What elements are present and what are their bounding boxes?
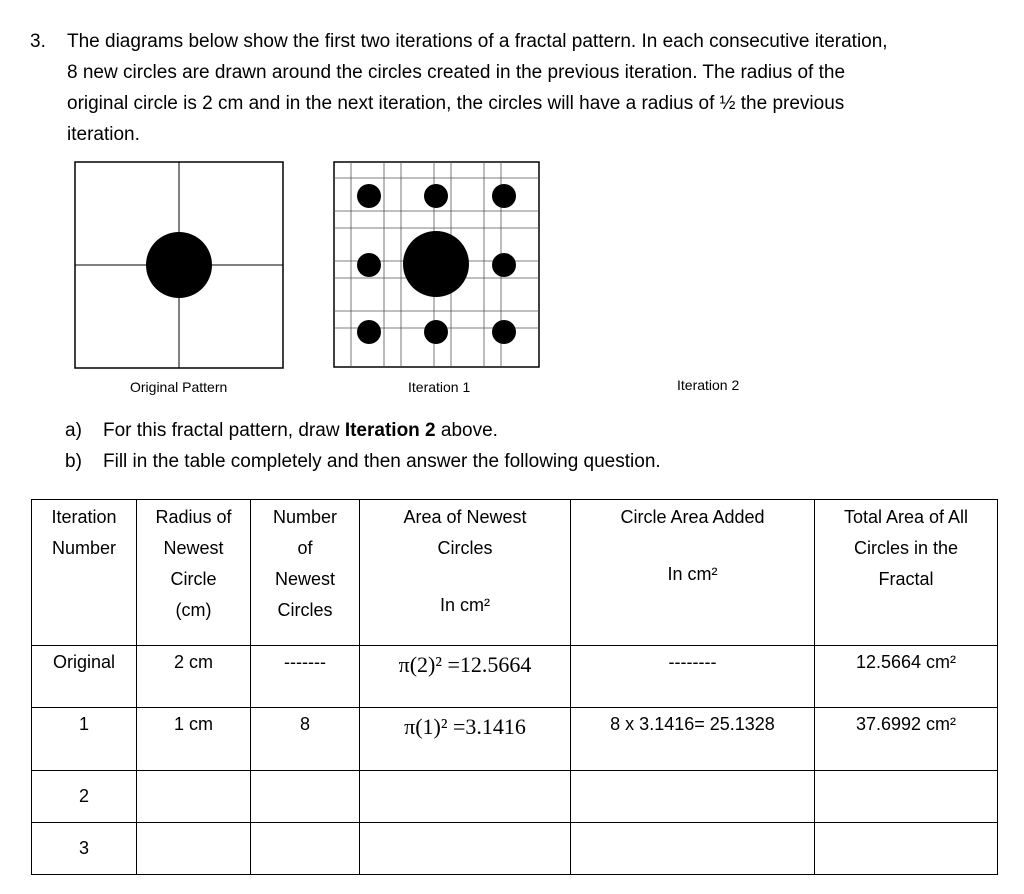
cell-total[interactable] — [815, 771, 998, 823]
header-radius: Radius of Newest Circle (cm) — [137, 500, 251, 646]
table-row — [32, 646, 998, 708]
cell-number[interactable] — [251, 771, 360, 823]
cell-number: ------- — [284, 652, 326, 672]
header-area-newest: Area of Newest Circles In cm² — [360, 500, 571, 646]
iteration-1-figure — [333, 161, 543, 373]
cell-iteration: 2 — [78, 786, 89, 806]
cell-total: 12.5664 cm² — [855, 652, 957, 672]
cell-iteration: 3 — [78, 838, 89, 858]
cell-radius: 2 cm — [173, 652, 213, 672]
cell-number[interactable] — [251, 823, 360, 875]
iteration-1-caption: Iteration 1 — [408, 379, 471, 395]
cell-total[interactable] — [815, 823, 998, 875]
fractal-table — [31, 499, 998, 875]
question-line-1: The diagrams below show the first two iterations of a fractal pattern. In each consecutive iteration, — [67, 31, 888, 52]
cell-number: 8 — [299, 714, 310, 734]
original-pattern-figure — [74, 161, 286, 373]
header-total-area: Total Area of All Circles in the Fractal — [815, 500, 998, 646]
table-row — [32, 708, 998, 771]
cell-added[interactable] — [571, 771, 815, 823]
cell-area: π(1)² =3.1416 — [404, 714, 526, 739]
cell-iteration: 1 — [78, 714, 89, 734]
original-pattern-caption: Original Pattern — [130, 379, 228, 395]
table-header-row — [32, 500, 998, 646]
question-line-4: iteration. — [67, 124, 140, 145]
table-row — [32, 771, 998, 823]
subquestion-a: a) For this fractal pattern, draw Iteration 2 above. — [65, 420, 498, 441]
cell-radius[interactable] — [137, 771, 251, 823]
cell-area[interactable] — [360, 771, 571, 823]
header-number: Number of Newest Circles — [251, 500, 360, 646]
cell-added: 8 x 3.1416= 25.1328 — [610, 714, 775, 734]
question-number: 3. — [30, 31, 46, 52]
cell-radius: 1 cm — [173, 714, 213, 734]
cell-iteration: Original — [52, 652, 116, 672]
subquestion-b: b) Fill in the table completely and then answer the following question. — [65, 451, 661, 472]
header-iteration-number: Iteration Number — [32, 500, 137, 646]
question-line-3: original circle is 2 cm and in the next iteration, the circles will have a radius of ½ the previous — [67, 93, 845, 114]
cell-radius[interactable] — [137, 823, 251, 875]
header-area-added: Circle Area Added In cm² — [571, 500, 815, 646]
cell-added: -------- — [668, 652, 717, 672]
iteration-2-caption: Iteration 2 — [677, 377, 740, 393]
cell-area[interactable] — [360, 823, 571, 875]
cell-area: π(2)² =12.5664 — [398, 652, 532, 677]
question-line-2: 8 new circles are drawn around the circles created in the previous iteration. The radius of the — [67, 62, 846, 83]
table-row — [32, 823, 998, 875]
cell-added[interactable] — [571, 823, 815, 875]
cell-total: 37.6992 cm² — [855, 714, 957, 734]
